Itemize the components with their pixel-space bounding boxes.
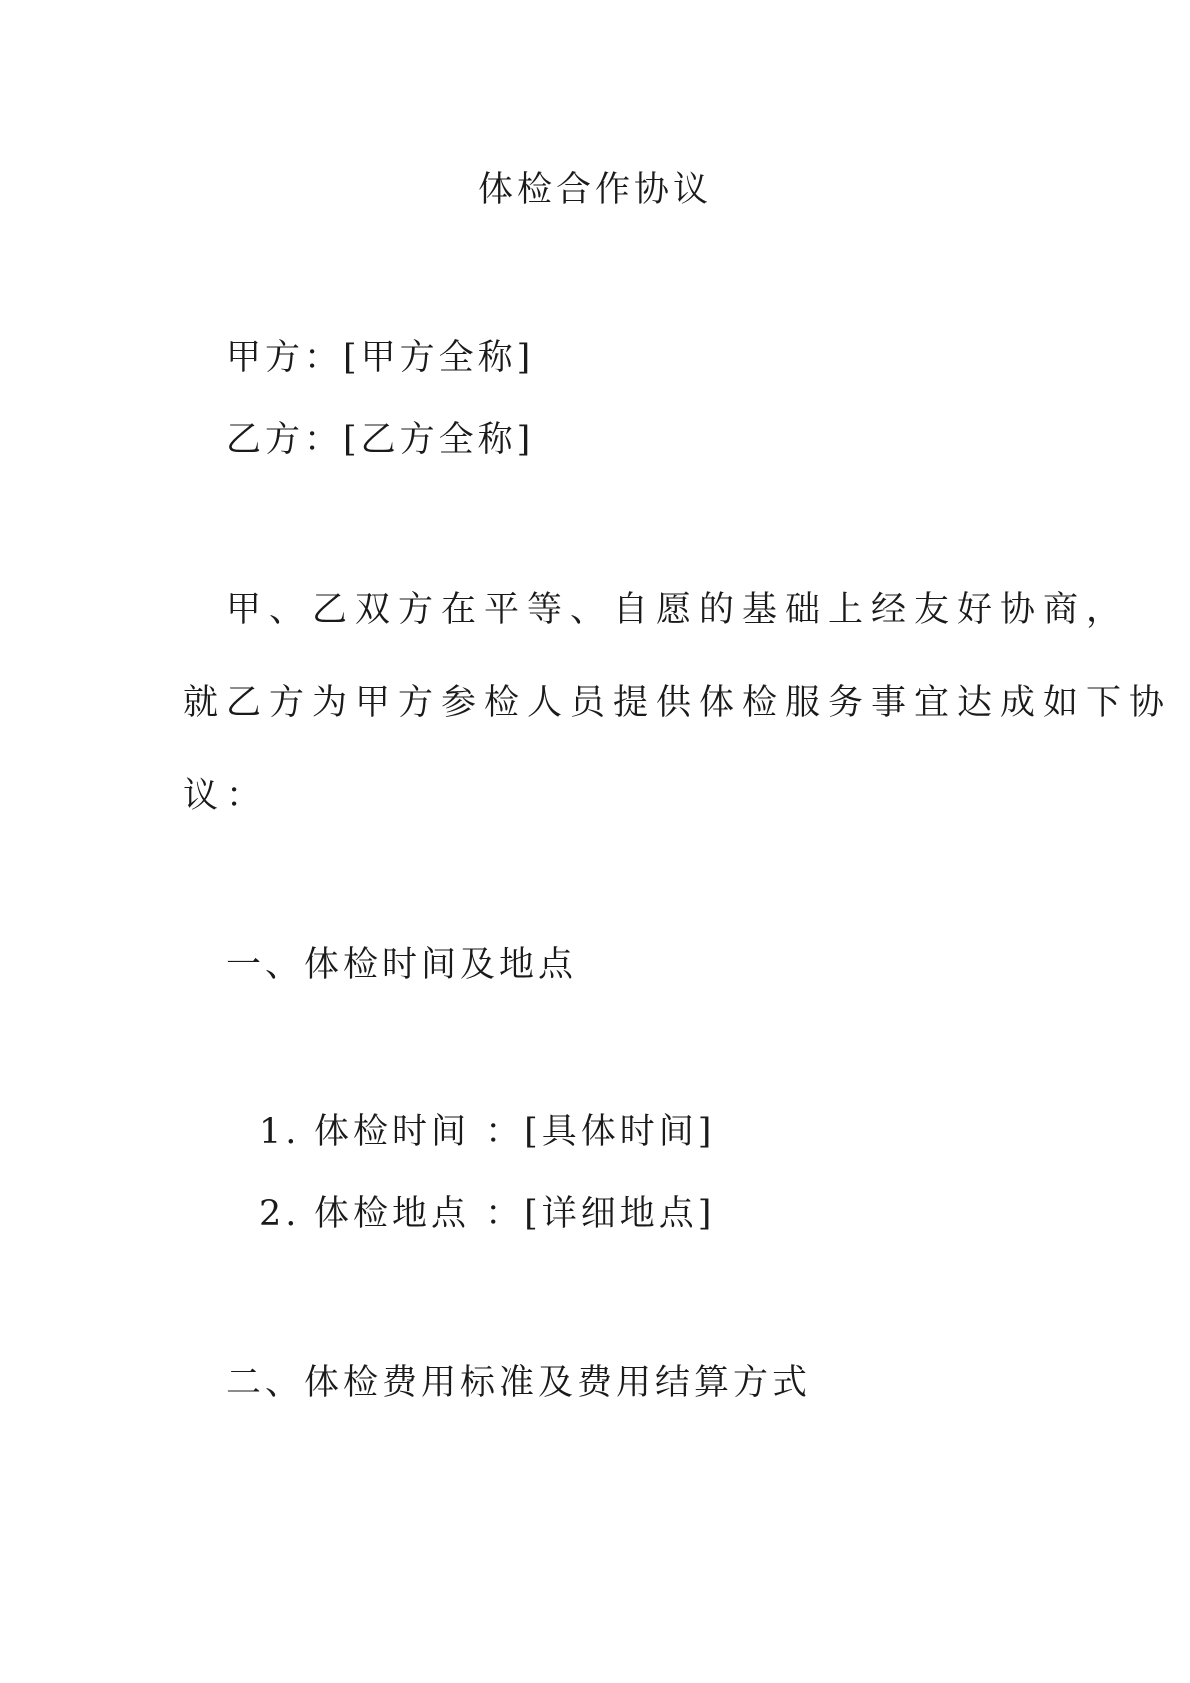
section-1-item	[259, 1194, 715, 1234]
intro-line: 议：	[183, 776, 270, 816]
section-2-heading: 二、体检费用标准及费用结算方式	[226, 1363, 812, 1403]
item-text: 体检时间 ：[具体时间]	[314, 1112, 716, 1152]
item-number: 2.	[259, 1194, 301, 1234]
section-1-heading: 一、体检时间及地点	[226, 945, 578, 985]
intro-line: 就乙方为甲方参检人员提供体检服务事宜达成如下协	[183, 683, 1173, 723]
party-b: 乙方：[乙方全称]	[226, 420, 535, 460]
section-1-item	[259, 1112, 715, 1152]
intro-line: 甲、乙双方在平等、自愿的基础上经友好协商，	[226, 590, 1130, 630]
item-text: 体检地点 ：[详细地点]	[314, 1194, 716, 1234]
item-number: 1.	[259, 1112, 301, 1152]
document-title: 体检合作协议	[477, 170, 712, 210]
party-a: 甲方：[甲方全称]	[226, 338, 535, 378]
